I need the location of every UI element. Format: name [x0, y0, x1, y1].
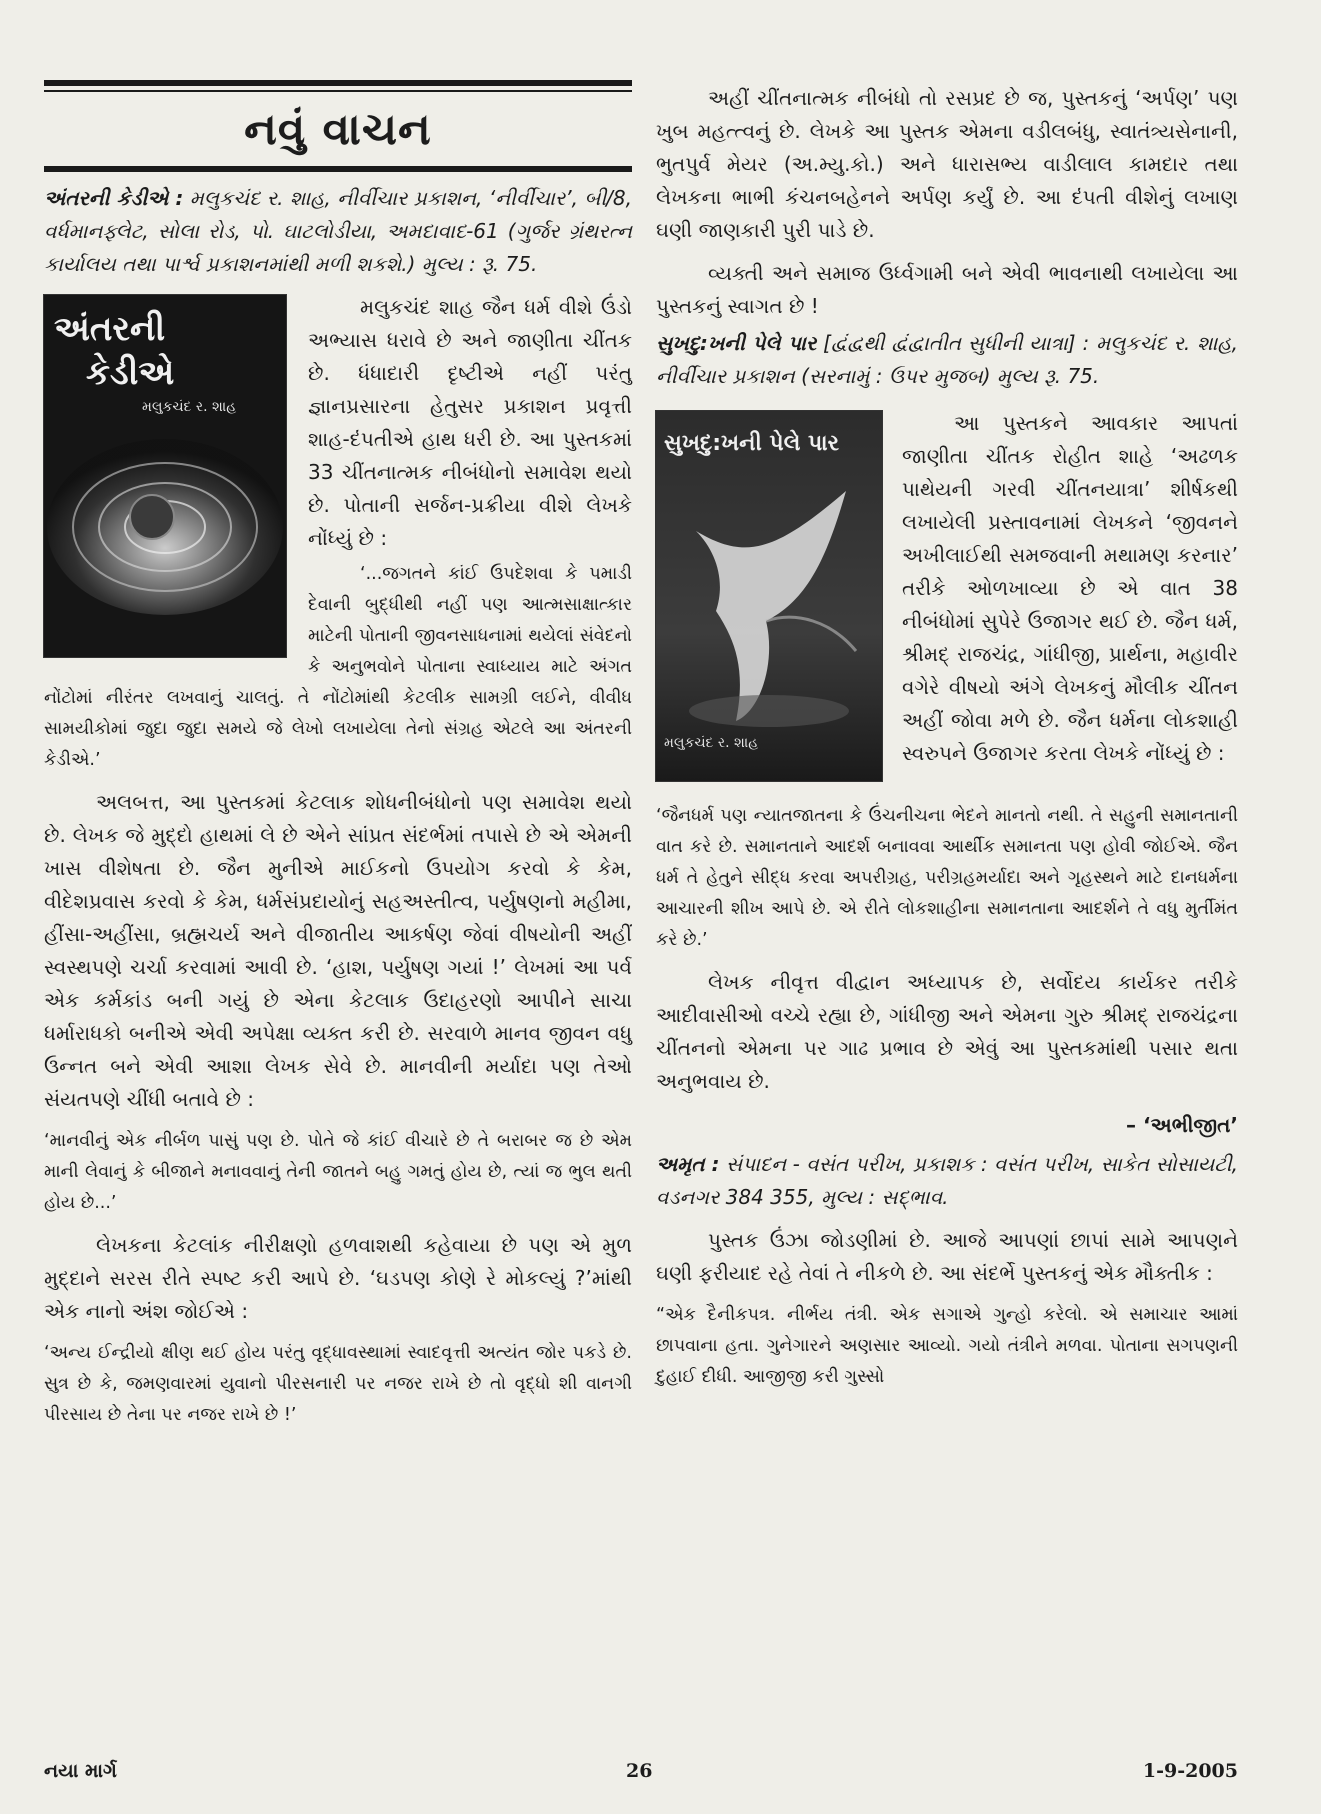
book2-cover-title: સુખદુ:ખની પેલે પાર	[664, 431, 840, 456]
book2-bibliography	[656, 327, 1238, 393]
review2-quote-1: ‘જૈનધર્મ પણ ન્યાતજાતના કે ઉંચનીચના ભેદને માનતો નથી. તે સહુની સમાનતાની વાત કરે છે. સમાનતાને આદર્શ બનાવવા આર્થીક સમાનતા પણ હોવી જોઈએ. જૈન ધર્મ તે હેતુને સીદ્ધ કરવા અપરીગ્રહ, પરીગ્રહમર્યાદા અને ગૃહસ્થને માટે દાનધર્મના આચારની શીખ આપે છે. એ રીતે લોકશાહીના સમાનતાના આદર્શને તે વધુ મુર્તીમંત કરે છે.’	[656, 806, 1238, 950]
book2-details: [દ્વંદ્વથી દ્વંદ્વાતીત સુધીની યાત્રા] : મલુકચંદ ર. શાહ, નીર્વીચાર પ્રકાશન (સરનામું : ઉપર મુજબ) મુલ્ય રૂ. 75.	[656, 331, 1238, 388]
book1-cover-image	[44, 295, 286, 657]
review1-quote-1: ‘...જગતને કાંઈ ઉપદેશવા કે પમાડી દેવાની બુદ્ધીથી નહીં પણ આત્મસાક્ષાત્કાર માટેની પોતાની જીવનસાધનામાં થયેલાં સંવેદનો કે અનુભવોને પોતાના સ્વાધ્યાય માટે અંગત નોંટોમાં નીરંતર લખવાનું ચાલતું. તે નોંટોમાંથી કેટલીક સામગ્રી લઈને, વીવીધ સામયીકોમાં જુદા જુદા સમયે જે લેખો લખાયેલા તેનો સંગ્રહ એટલે આ અંતરની કેડીએ.’	[44, 564, 632, 770]
review1-quote-2: ‘માનવીનું એક નીર્બળ પાસું પણ છે. પોતે જે કાંઈ વીચારે છે તે બરાબર જ છે એમ માની લેવાનું કે બીજાને મનાવવાનું તેની જાતને બહુ ગમતું હોય છે, ત્યાં જ ભુલ થતી હોય છે...’	[44, 1131, 632, 1213]
review1-paragraph-2: અલબત્ત, આ પુસ્તકમાં કેટલાક શોધનીબંધોનો પણ સમાવેશ થયો છે. લેખક જે મુદ્દો હાથમાં લે છે એને સાંપ્રત સંદર્ભમાં તપાસે છે એ એમની ખાસ વીશેષતા છે. જૈન મુનીએ માઈકનો ઉપયોગ કરવો કે કેમ, વીદેશપ્રવાસ કરવો કે કેમ, ધર્મસંપ્રદાયોનું સહઅસ્તીત્વ, પર્યુષણનો મહીમા, હીંસા-અહીંસા, બ્રહ્મચર્ય અને વીજાતીય આકર્ષણ જેવાં વીષયોની અહીં સ્વસ્થપણે ચર્ચા કરવામાં આવી છે. ‘હાશ, પર્યુષણ ગયાં !’ લેખમાં આ પર્વ એક કર્મકાંડ બની ગયું છે એના કેટલાક ઉદાહરણો આપીને સાચા ધર્મારાધકો બનીએ એવી અપેક્ષા વ્યક્ત કરી છે. સરવાળે માનવ જીવન વધુ ઉન્નત બને એવી આશા લેખક સેવે છે. માનવીની મર્યાદા પણ તેઓ સંયતપણે ચીંધી બતાવે છે :	[44, 790, 632, 1111]
review1-paragraph-5: વ્યક્તી અને સમાજ ઉર્ધ્વગામી બને એવી ભાવનાથી લખાયેલા આ પુસ્તકનું સ્વાગત છે !	[656, 261, 1238, 318]
title-rule-bottom	[44, 166, 632, 172]
page-footer	[44, 1760, 1238, 1790]
book1-cover-title-line1: અંતરની	[54, 309, 166, 349]
review3-paragraph-1: પુસ્તક ઉંઝા જોડણીમાં છે. આજે આપણાં છાપાં સામે આપણને ઘણી ફરીયાદ રહે તેવાં તે નીકળે છે. આ સંદર્ભે પુસ્તકનું એક મૌક્તીક :	[656, 1228, 1238, 1285]
review1-quote-3: ‘અન્ય ઈન્દ્રીયો ક્ષીણ થઈ હોય પરંતુ વૃદ્ધાવસ્થામાં સ્વાદવૃત્તી અત્યંત જોર પકડે છે. સુત્ર છે કે, જમણવારમાં યુવાનો પીરસનારી પર નજર રાખે છે તો વૃદ્ધો શી વાનગી પીરસાય છે તેના પર નજર રાખે છે !’	[44, 1343, 632, 1425]
review1-paragraph-3: લેખકના કેટલાંક નીરીક્ષણો હળવાશથી કહેવાયા છે પણ એ મુળ મુદ્દાને સરસ રીતે સ્પષ્ટ કરી આપે છે. ‘ઘડપણ કોણે રે મોકલ્યું ?’માંથી એક નાનો અંશ જોઈએ :	[44, 1233, 632, 1323]
footer-page-number: 26	[626, 1760, 653, 1782]
reviewer-signature: – ‘અભીજીત’	[1126, 1113, 1238, 1137]
review2-paragraph-2: લેખક નીવૃત્ત વીદ્વાન અધ્યાપક છે, સર્વોદય કાર્યકર તરીકે આદીવાસીઓ વચ્ચે રહ્યા છે, ગાંધીજી અને એમના ગુરુ શ્રીમદ્ રાજચંદ્રના ચીંતનનો એમના પર ગાઢ પ્રભાવ છે એવું આ પુસ્તકમાંથી પસાર થતા અનુભવાય છે.	[656, 970, 1238, 1093]
book2-cover-author: મલુકચંદ ર. શાહ	[664, 735, 759, 751]
book1-cover-title-line2: કેડીએ	[86, 353, 175, 393]
book1-title: અંતરની કેડીએ :	[44, 186, 184, 210]
review1-paragraph-1: મલુકચંદ શાહ જૈન ધર્મ વીશે ઉંડો અભ્યાસ ધરાવે છે અને જાણીતા ચીંતક છે. ધંધાદારી દૃષ્ટીએ નહીં પરંતુ જ્ઞાનપ્રસારના હેતુસર પ્રકાશન પ્રવૃત્તી શાહ-દંપતીએ હાથ ધરી છે. આ પુસ્તકમાં 33 ચીંતનાત્મક નીબંધોનો સમાવેશ થયો છે. પોતાની સર્જન-પ્રક્રીયા વીશે લેખકે નોંધ્યું છે :	[308, 295, 632, 550]
left-column	[44, 80, 632, 1431]
right-column	[656, 82, 1238, 1393]
book3-title: અમૃત :	[656, 1152, 720, 1176]
title-rule-top-thin	[44, 90, 632, 92]
book2-title: સુખદુ:ખની પેલે પાર	[656, 331, 817, 355]
book3-details: સંપાદન - વસંત પરીખ, પ્રકાશક : વસંત પરીખ, સાકેત સોસાયટી, વડનગર 384 355, મુલ્ય : સદ્ભાવ.	[656, 1152, 1238, 1209]
footer-magazine-name: નયા માર્ગ	[44, 1760, 117, 1782]
book3-bibliography	[656, 1148, 1238, 1214]
book1-details: મલુકચંદ ર. શાહ, નીર્વીચાર પ્રકાશન, ‘નીર્વીચાર’, બી/8, વર્ધમાનફ્લેટ, સોલા રોડ, પો. ઘાટલોડીયા, અમદાવાદ-61 (ગુર્જર ગ્રંથરત્ન કાર્યાલય તથા પાર્શ્વ પ્રકાશનમાંથી મળી શકશે.) મુલ્ય : રૂ. 75.	[44, 186, 632, 276]
review1-paragraph-4: અહીં ચીંતનાત્મક નીબંધો તો રસપ્રદ છે જ, પુસ્તકનું ‘અર્પણ’ પણ ખુબ મહત્ત્વનું છે. લેખકે આ પુસ્તક એમના વડીલબંધુ, સ્વાતંત્ર્યસેનાની, ભુતપુર્વ મેયર (અ.મ્યુ.કો.) અને ધારાસભ્ય વાડીલાલ કામદાર તથા લેખકના ભાભી કંચનબહેનને અર્પણ કર્યું છે. આ દંપતી વીશેનું લખાણ ઘણી જાણકારી પુરી પાડે છે.	[656, 86, 1238, 242]
review3-quote-1: “એક દૈનીકપત્ર. નીર્ભય તંત્રી. એક સગાએ ગુન્હો કરેલો. એ સમાચાર આમાં છાપવાના હતા. ગુનેગારને અણસાર આવ્યો. ગયો તંત્રીને મળવા. પોતાના સગપણની દુહાઈ દીધી. આજીજી કરી ગુસ્સો	[656, 1305, 1238, 1387]
section-title: નવું વાચન	[244, 104, 432, 155]
book2-cover-image	[656, 411, 882, 781]
book1-cover-author: મલુકચંદ ર. શાહ	[142, 399, 237, 415]
book1-bibliography	[44, 182, 632, 281]
footer-date: 1-9-2005	[1142, 1760, 1238, 1782]
review2-paragraph-1: આ પુસ્તકને આવકાર આપતાં જાણીતા ચીંતક રોહીત શાહે ‘અઢળક પાથેયની ગરવી ચીંતનયાત્રા’ શીર્ષકથી લખાયેલી પ્રસ્તાવનામાં લેખકને ‘જીવનને અખીલાઈથી સમજવાની મથામણ કરનાર’ તરીકે ઓળખાવ્યા છે એ વાત 38 નીબંધોમાં સુપેરે ઉજાગર થઈ છે. જૈન ધર્મ, શ્રીમદ્ રાજચંદ્ર, ગાંધીજી, પ્રાર્થના, મહાવીર વગેરે વીષયો અંગે લેખકનું મૌલીક ચીંતન અહીં જોવા મળે છે. જૈન ધર્મના લોકશાહી સ્વરુપને ઉજાગર કરતા લેખકે નોંધ્યું છે :	[902, 411, 1238, 765]
title-rule-top	[44, 80, 632, 86]
